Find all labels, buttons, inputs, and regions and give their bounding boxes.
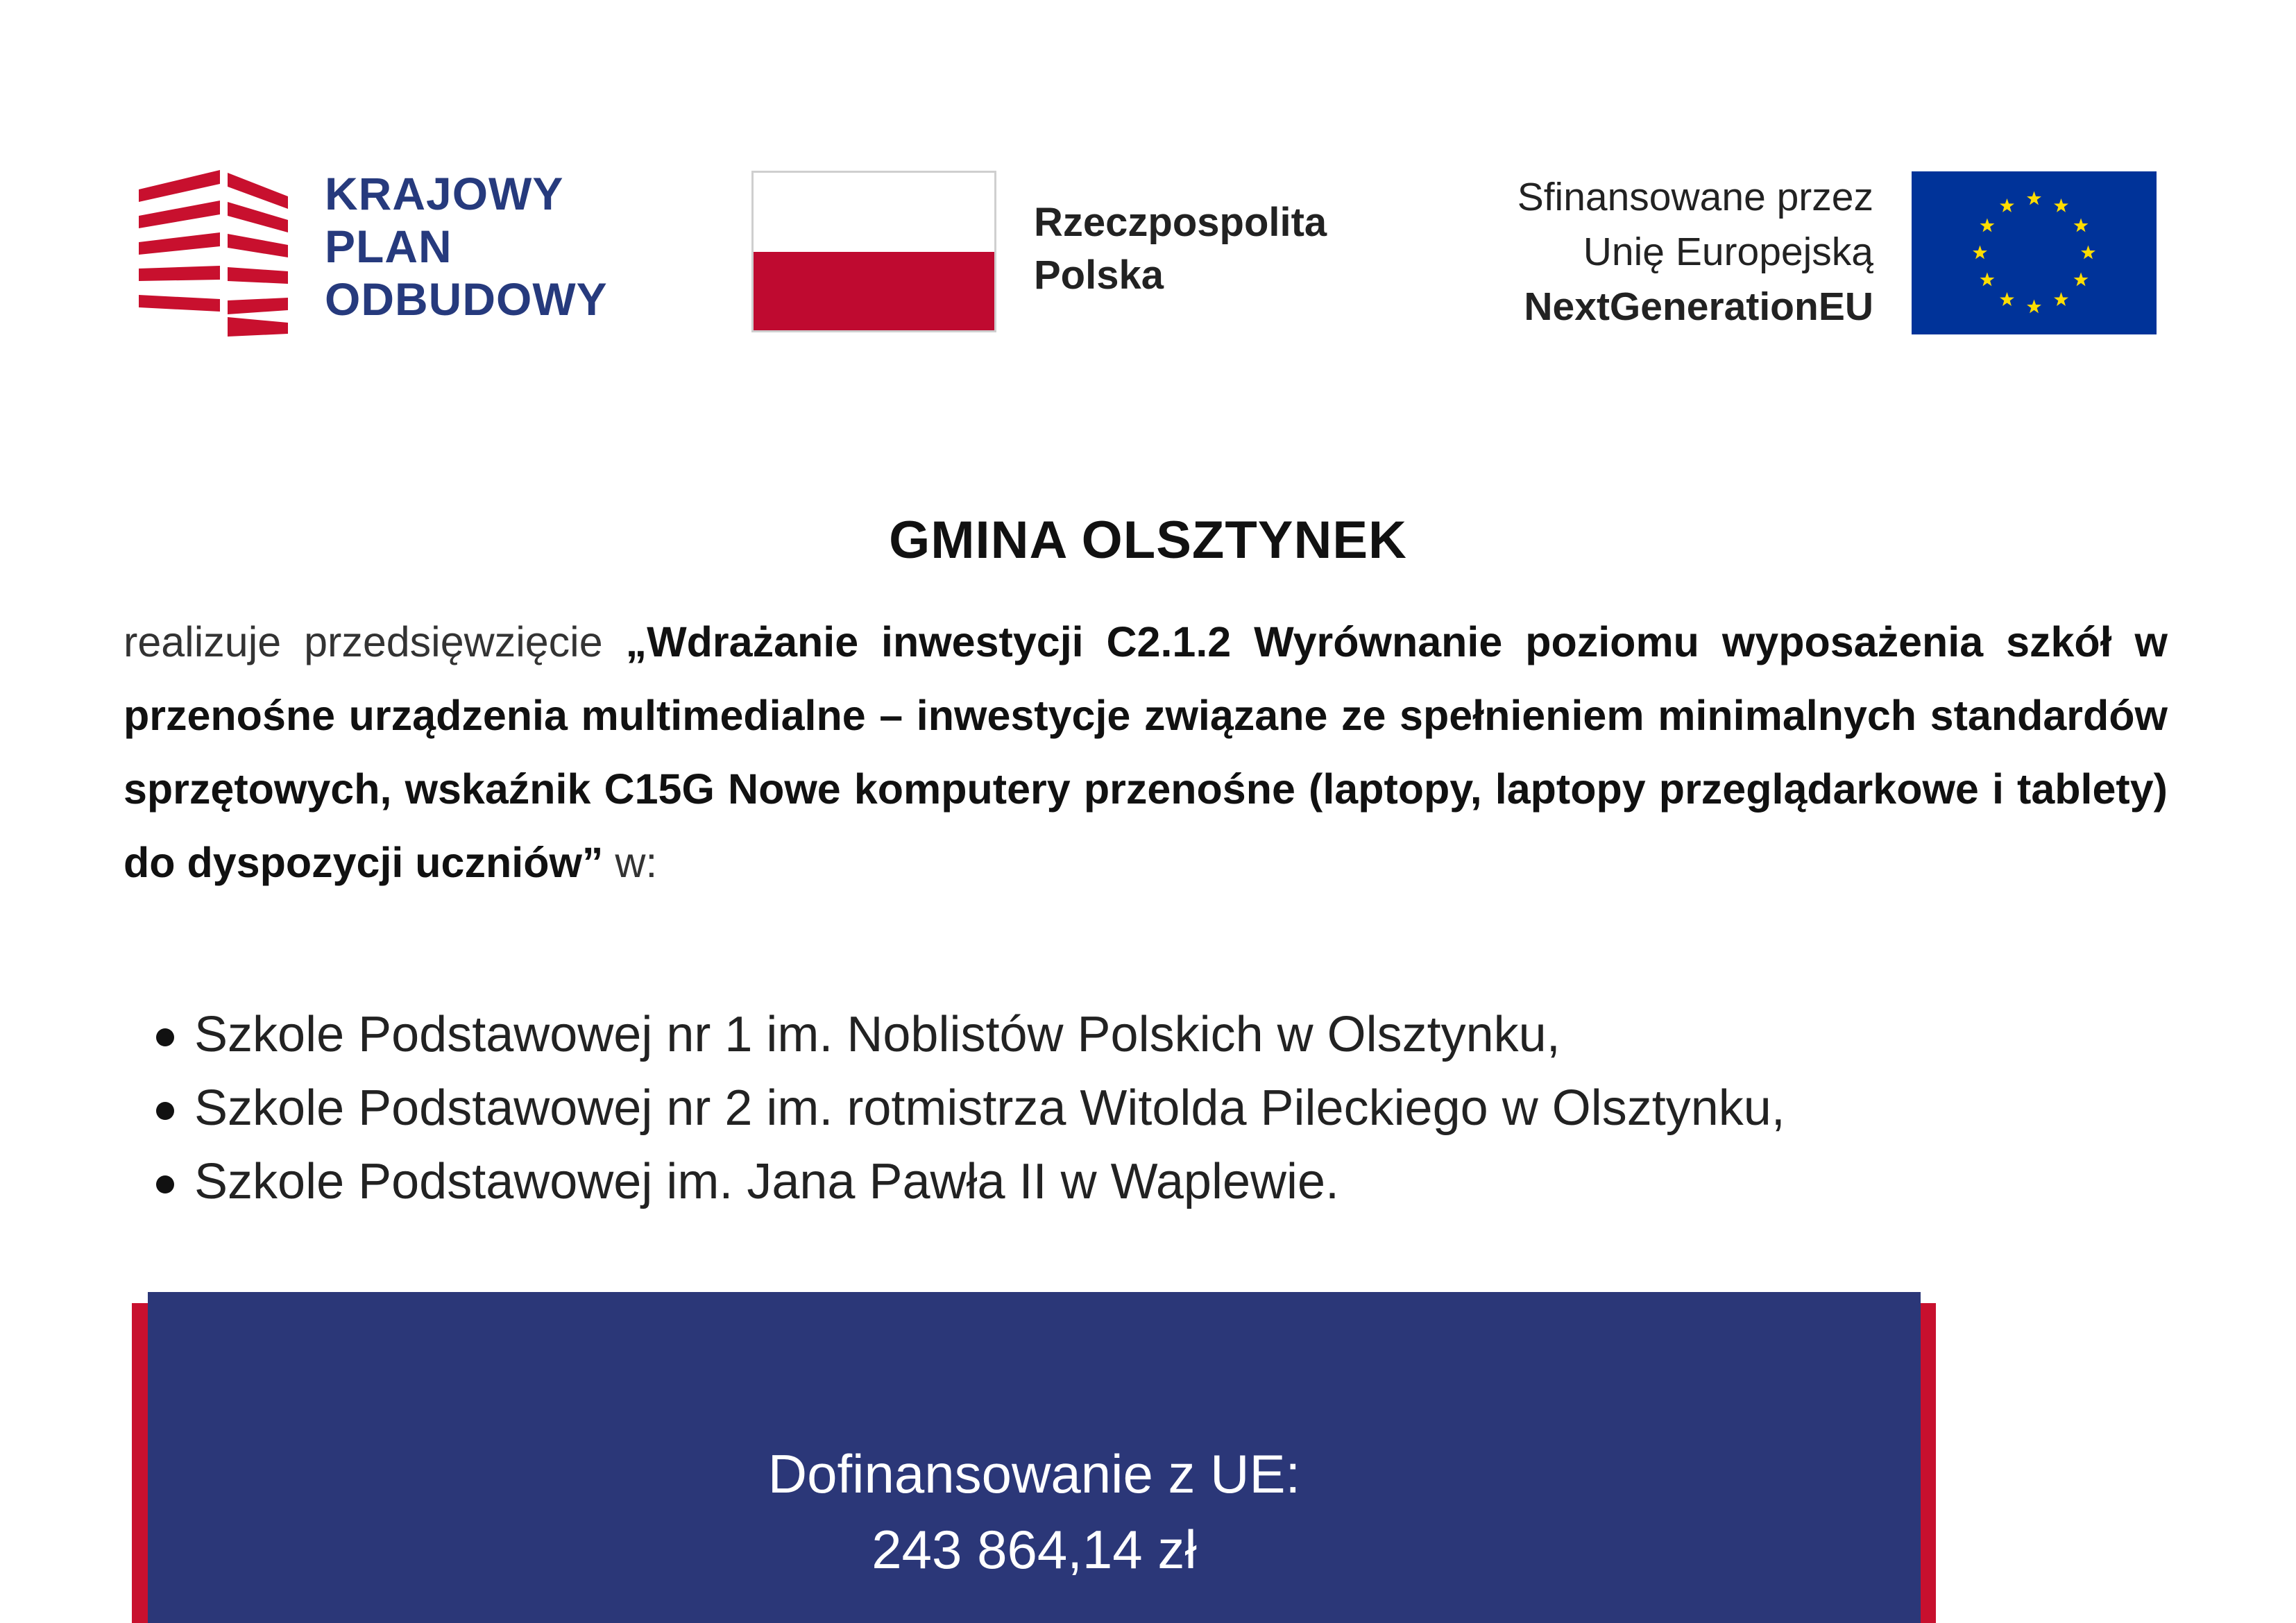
- eu-flag-icon: [1912, 171, 2157, 334]
- eu-line-2: Unię Europejską: [1583, 230, 1873, 274]
- school-name: Szkole Podstawowej im. Jana Pawła II w Waplewie.: [194, 1154, 1340, 1209]
- bullet-icon: [156, 1175, 174, 1193]
- eu-funding-label: [1384, 170, 1873, 334]
- kpo-stripes-icon: [139, 170, 288, 337]
- list-item: [156, 1071, 1785, 1145]
- funding-info: [148, 1436, 1921, 1588]
- school-name: Szkole Podstawowej nr 1 im. Noblistów Polskich w Olsztynku,: [194, 1007, 1561, 1062]
- schools-list: [156, 998, 1785, 1218]
- eu-line-1: Sfinansowane przez: [1517, 175, 1873, 219]
- eu-line-3: NextGenerationEU: [1524, 284, 1873, 329]
- poland-line-2: Polska: [1034, 253, 1164, 298]
- bullet-icon: [156, 1102, 174, 1120]
- kpo-line-2: PLAN: [325, 221, 452, 272]
- poland-label: [1034, 196, 1327, 302]
- kpo-logo-text: [325, 167, 608, 325]
- funding-amount: 243 864,14 zł: [871, 1519, 1197, 1580]
- intro-prefix: realizuje przedsięwzięcie: [124, 618, 626, 665]
- funding-label: Dofinansowanie z UE:: [767, 1443, 1301, 1504]
- poland-flag-icon: [751, 171, 996, 332]
- page-title: GMINA OLSZTYNEK: [889, 511, 1407, 570]
- kpo-line-1: KRAJOWY: [325, 168, 564, 219]
- intro-suffix: w:: [603, 839, 658, 886]
- bullet-icon: [156, 1028, 174, 1046]
- list-item: [156, 1145, 1785, 1218]
- poland-line-1: Rzeczpospolita: [1034, 200, 1327, 245]
- project-name: „Wdrażanie inwestycji C2.1.2 Wyrównanie poziomu wyposażenia szkół w przenośne urządzenia multimedialne – inwestycje związane ze spełnieniem minimalnych standardów sprzętowych, wskaźnik C15G Nowe komputery przenośne (laptopy, laptopy przeglądarkowe i tablety) do dyspozycji uczniów”: [124, 618, 2168, 886]
- school-name: Szkole Podstawowej nr 2 im. rotmistrza Witolda Pileckiego w Olsztynku,: [194, 1080, 1785, 1136]
- list-item: [156, 998, 1785, 1071]
- kpo-line-3: ODBUDOWY: [325, 273, 608, 325]
- project-description: [124, 605, 2168, 899]
- kpo-logo: [139, 170, 638, 337]
